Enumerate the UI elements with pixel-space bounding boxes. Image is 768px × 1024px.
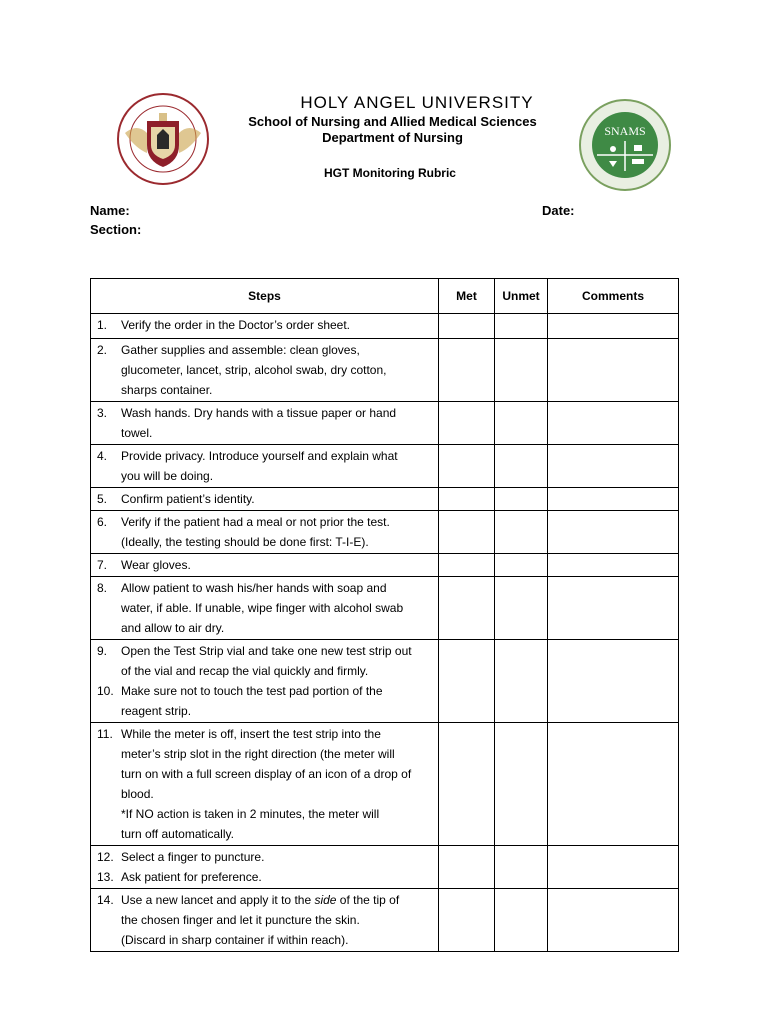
step-text-line: Open the Test Strip vial and take one new test strip out: [121, 644, 412, 658]
step-number: 1.: [97, 318, 108, 332]
step-item: [97, 641, 434, 681]
step-text-line: reagent strip.: [121, 704, 192, 718]
step-text-line: While the meter is off, insert the test strip into the: [121, 727, 381, 741]
table-row: [91, 846, 679, 889]
step-item: [97, 512, 434, 552]
step-text: [121, 489, 434, 509]
unmet-cell[interactable]: [495, 488, 548, 511]
university-name: HOLY ANGEL UNIVERSITY: [300, 93, 534, 112]
step-text: [121, 681, 434, 721]
step-text-line: Ask patient for preference.: [121, 870, 262, 884]
table-row: [91, 445, 679, 488]
step-text: [121, 724, 434, 804]
step-text: [121, 512, 434, 552]
step-number: 9.: [97, 644, 108, 658]
step-item: [97, 867, 434, 887]
step-cell: [91, 488, 439, 511]
unmet-cell[interactable]: [495, 640, 548, 723]
comments-cell[interactable]: [548, 889, 679, 952]
unmet-cell[interactable]: [495, 577, 548, 640]
met-cell[interactable]: [439, 723, 495, 846]
step-text-line: towel.: [121, 426, 153, 440]
step-text-line: (Ideally, the testing should be done first: T-I-E).: [121, 535, 369, 549]
step-text-line: sharps container.: [121, 383, 213, 397]
step-text-line: Wear gloves.: [121, 558, 191, 572]
met-cell[interactable]: [439, 339, 495, 402]
step-text-line: glucometer, lancet, strip, alcohol swab, dry cotton,: [121, 363, 387, 377]
unmet-cell[interactable]: [495, 314, 548, 339]
school-name: School of Nursing and Allied Medical Sciences: [248, 114, 537, 129]
step-text-line: Provide privacy. Introduce yourself and explain what: [121, 449, 398, 463]
name-label: Name:: [90, 203, 130, 218]
step-cell: [91, 402, 439, 445]
comments-cell[interactable]: [548, 723, 679, 846]
step-text-line: Confirm patient’s identity.: [121, 492, 255, 506]
step-text: [121, 315, 434, 335]
step-text-line: Allow patient to wash his/her hands with soap and: [121, 581, 387, 595]
step-item: [97, 403, 434, 443]
step-number: 14.: [97, 893, 114, 907]
step-number: 13.: [97, 870, 114, 884]
unmet-cell[interactable]: [495, 723, 548, 846]
department-name: Department of Nursing: [322, 130, 463, 145]
step-cell: [91, 577, 439, 640]
rubric-title: HGT Monitoring Rubric: [324, 166, 456, 180]
step-number: 5.: [97, 492, 108, 506]
unmet-cell[interactable]: [495, 846, 548, 889]
table-row: [91, 339, 679, 402]
step-text-line: Select a finger to puncture.: [121, 850, 265, 864]
step-number: 4.: [97, 449, 108, 463]
step-text-line: turn on with a full screen display of an icon of a drop of: [121, 767, 412, 781]
step-text-line: blood.: [121, 787, 154, 801]
step-item: [97, 340, 434, 400]
step-cell: [91, 314, 439, 339]
unmet-cell[interactable]: [495, 339, 548, 402]
unmet-cell[interactable]: [495, 445, 548, 488]
step-number: 3.: [97, 406, 108, 420]
comments-column-header: Comments: [548, 279, 679, 314]
table-row: [91, 554, 679, 577]
met-cell[interactable]: [439, 577, 495, 640]
step-text-line: Gather supplies and assemble: clean gloves,: [121, 343, 360, 357]
comments-cell[interactable]: [548, 488, 679, 511]
unmet-cell[interactable]: [495, 889, 548, 952]
step-text-line: water, if able. If unable, wipe finger with alcohol swab: [121, 601, 404, 615]
step-text: [121, 641, 434, 681]
step-item: [97, 724, 434, 804]
table-row: [91, 402, 679, 445]
step-text-line: Use a new lancet and apply it to the side of the tip of: [121, 893, 400, 907]
step-text: [121, 555, 434, 575]
met-cell[interactable]: [439, 314, 495, 339]
steps-column-header: Steps: [91, 279, 439, 314]
met-cell[interactable]: [439, 846, 495, 889]
met-cell[interactable]: [439, 511, 495, 554]
rubric-table: [90, 278, 679, 952]
step-text: [121, 403, 434, 443]
step-text: [121, 867, 434, 887]
step-cell: [91, 339, 439, 402]
step-number: 2.: [97, 343, 108, 357]
step-text: [121, 890, 434, 950]
unmet-cell[interactable]: [495, 402, 548, 445]
comments-cell[interactable]: [548, 314, 679, 339]
step-text: [121, 446, 434, 486]
step-text-line: Make sure not to touch the test pad portion of the: [121, 684, 383, 698]
step-item: [97, 315, 434, 335]
step-text-line: the chosen finger and let it puncture the skin.: [121, 913, 360, 927]
table-row: [91, 640, 679, 723]
step-number: 10.: [97, 684, 114, 698]
step-note-line: *If NO action is taken in 2 minutes, the meter will: [121, 807, 380, 821]
table-row: [91, 314, 679, 339]
date-label: Date:: [542, 203, 575, 218]
comments-cell[interactable]: [548, 445, 679, 488]
step-text: [121, 847, 434, 867]
met-cell[interactable]: [439, 402, 495, 445]
step-cell: [91, 511, 439, 554]
step-cell: [91, 640, 439, 723]
step-number: 8.: [97, 581, 108, 595]
met-cell[interactable]: [439, 640, 495, 723]
step-item: [97, 446, 434, 486]
unmet-cell[interactable]: [495, 511, 548, 554]
comments-cell[interactable]: [548, 640, 679, 723]
step-cell: [91, 723, 439, 846]
rubric-body: [91, 314, 679, 952]
step-cell: [91, 554, 439, 577]
step-number: 6.: [97, 515, 108, 529]
comments-cell[interactable]: [548, 577, 679, 640]
met-cell[interactable]: [439, 488, 495, 511]
step-item: [97, 890, 434, 950]
step-item: [97, 489, 434, 509]
step-number: 11.: [97, 727, 113, 741]
comments-cell[interactable]: [548, 402, 679, 445]
table-row: [91, 511, 679, 554]
table-header-row: [91, 279, 679, 314]
step-text-line: of the vial and recap the vial quickly and firmly.: [121, 664, 369, 678]
step-text-line: and allow to air dry.: [121, 621, 225, 635]
step-text: [121, 340, 434, 400]
section-label: Section:: [90, 222, 142, 237]
met-cell[interactable]: [439, 554, 495, 577]
step-cell: [91, 846, 439, 889]
table-row: [91, 723, 679, 846]
table-row: [91, 488, 679, 511]
step-text-line: (Discard in sharp container if within reach).: [121, 933, 349, 947]
step-item: [97, 555, 434, 575]
step-text-line: Verify the order in the Doctor’s order sheet.: [121, 318, 351, 332]
table-row: [91, 889, 679, 952]
met-column-header: Met: [439, 279, 495, 314]
step-cell: [91, 445, 439, 488]
comments-cell[interactable]: [548, 846, 679, 889]
met-cell[interactable]: [439, 445, 495, 488]
step-note-line: turn off automatically.: [121, 827, 234, 841]
step-number: 12.: [97, 850, 114, 864]
step-text-line: meter’s strip slot in the right direction (the meter will: [121, 747, 395, 761]
step-text-line: you will be doing.: [121, 469, 214, 483]
step-number: 7.: [97, 558, 108, 572]
step-item: [97, 681, 434, 721]
comments-cell[interactable]: [548, 339, 679, 402]
unmet-column-header: Unmet: [495, 279, 548, 314]
step-item: [97, 847, 434, 867]
step-text-line: Wash hands. Dry hands with a tissue paper or hand: [121, 406, 397, 420]
table-row: [91, 577, 679, 640]
step-cell: [91, 889, 439, 952]
step-item: [97, 578, 434, 638]
comments-cell[interactable]: [548, 554, 679, 577]
comments-cell[interactable]: [548, 511, 679, 554]
step-text-line: Verify if the patient had a meal or not prior the test.: [121, 515, 390, 529]
step-text: [121, 578, 434, 638]
unmet-cell[interactable]: [495, 554, 548, 577]
met-cell[interactable]: [439, 889, 495, 952]
snams-logo-text: SNAMS: [604, 124, 646, 138]
